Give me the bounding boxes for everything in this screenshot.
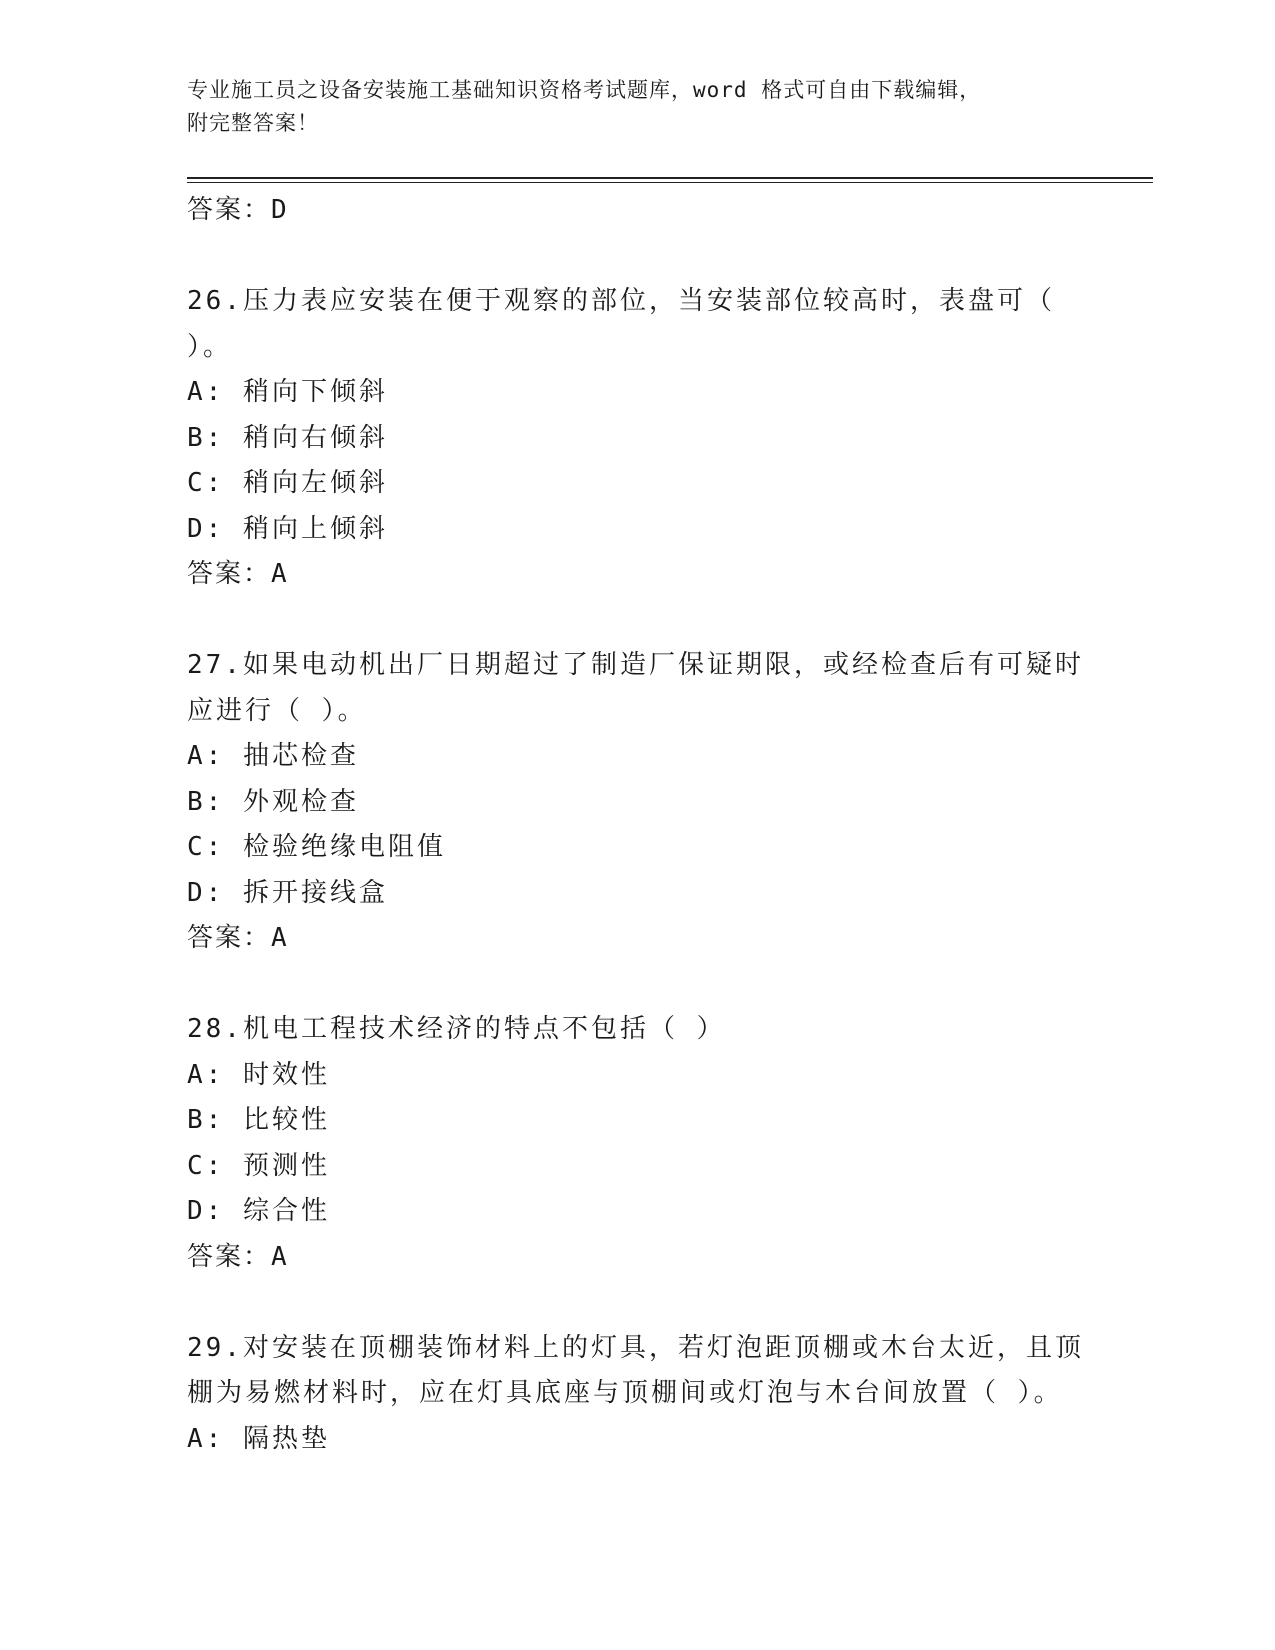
spacer [187,234,1087,280]
option-d: D: 拆开接线盒 [187,877,388,908]
answer-line [187,916,1087,962]
header-divider-thin [187,182,1153,183]
option-c: C: 预测性 [187,1150,330,1181]
answer-label: 答案： [187,195,272,225]
question-stem: 29.对安装在顶棚装饰材料上的灯具，若灯泡距顶棚或木台太近，且顶 [187,1332,1084,1363]
option-c: C: 稍向左倾斜 [187,468,388,498]
answer-line [187,188,1087,234]
answer-label: 答案： [187,1241,272,1272]
answer-label: 答案： [187,923,272,953]
question-item [187,1007,1087,1280]
question-stem: 27.如果电动机出厂日期超过了制造厂保证期限，或经检查后有可疑时 [187,650,1084,680]
spacer [187,1280,1087,1326]
option-b: B: 稍向右倾斜 [187,422,388,453]
option-b: B: 比较性 [187,1105,330,1135]
option-a: A: 隔热垫 [187,1423,330,1454]
question-stem: 应进行（ ）。 [187,695,367,726]
document-header [187,74,1087,140]
question-item [187,1326,1087,1463]
option-a: A: 抽芯检查 [187,741,359,771]
header-line-2: 附完整答案！ [187,111,319,135]
question-stem: 棚为易燃材料时，应在灯具底座与顶棚间或灯泡与木台间放置（ ）。 [187,1378,1063,1408]
question-stem: 26.压力表应安装在便于观察的部位，当安装部位较高时，表盘可（ [187,286,1055,316]
spacer [187,962,1087,1008]
question-item [187,279,1087,598]
header-divider-thick [187,177,1153,179]
option-d: D: 综合性 [187,1196,330,1226]
question-stem: ）。 [187,331,233,362]
answer-value: A [271,1241,288,1272]
answer-value: A [271,923,288,953]
answer-line [187,1235,1087,1281]
option-a: A: 时效性 [187,1059,330,1090]
header-line-1: 专业施工员之设备安装施工基础知识资格考试题库，word 格式可自由下载编辑， [187,78,982,102]
option-c: C: 检验绝缘电阻值 [187,832,446,862]
spacer [187,598,1087,644]
answer-label: 答案： [187,559,272,589]
question-stem: 28.机电工程技术经济的特点不包括（ ） [187,1014,726,1044]
option-b: B: 外观检查 [187,786,359,817]
answer-line [187,552,1087,598]
answer-value: A [271,559,288,589]
answer-value: D [271,195,288,225]
question-list [187,188,1087,1462]
option-a: A: 稍向下倾斜 [187,377,388,407]
option-d: D: 稍向上倾斜 [187,513,388,544]
question-item [187,643,1087,962]
